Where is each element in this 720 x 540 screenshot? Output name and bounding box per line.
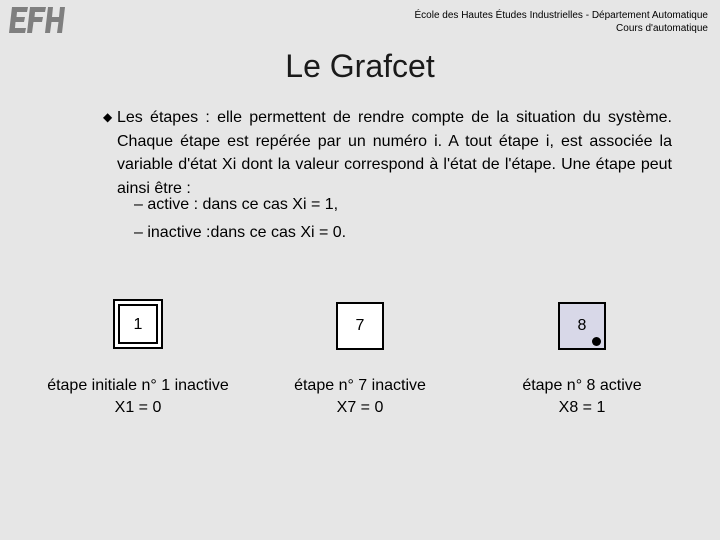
header-course: Cours d'automatique [616, 23, 708, 34]
step-caption [270, 375, 450, 419]
step-number: 7 [355, 317, 365, 334]
active-token-icon [592, 337, 601, 346]
step-7 [336, 302, 384, 350]
step-variable: X8 = 1 [558, 399, 606, 416]
step-number: 1 [133, 316, 143, 333]
header-school: École des Hautes Études Industrielles - Département Automatique [414, 10, 708, 21]
step-caption [492, 375, 672, 419]
bullet-paragraph [103, 106, 672, 200]
initial-step-1 [113, 299, 163, 349]
step-variable: X7 = 0 [336, 399, 384, 416]
step-label: étape initiale n° 1 inactive [47, 377, 229, 394]
step-label: étape n° 7 inactive [294, 377, 426, 394]
header [415, 9, 709, 35]
efh-logo [6, 5, 66, 35]
step-caption [22, 375, 254, 419]
active-step-8 [558, 302, 606, 350]
step-number: 8 [577, 317, 587, 334]
step-variable: X1 = 0 [114, 399, 162, 416]
page-title: Le Grafcet [285, 48, 435, 84]
list-item-inactive: – inactive :dans ce cas Xi = 0. [134, 224, 347, 241]
step-label: étape n° 8 active [522, 377, 642, 394]
list-item-active: – active : dans ce cas Xi = 1, [134, 196, 339, 213]
diamond-bullet-icon: ◆ [103, 110, 113, 124]
paragraph-text: Les étapes : elle permettent de rendre compte de la situation du système. Chaque étape est repérée par un numéro i. A tout étape i, est associée la variable d'état Xi dont la valeur correspond à l'état de l'étape. Une étape peut ainsi être : [117, 109, 672, 197]
